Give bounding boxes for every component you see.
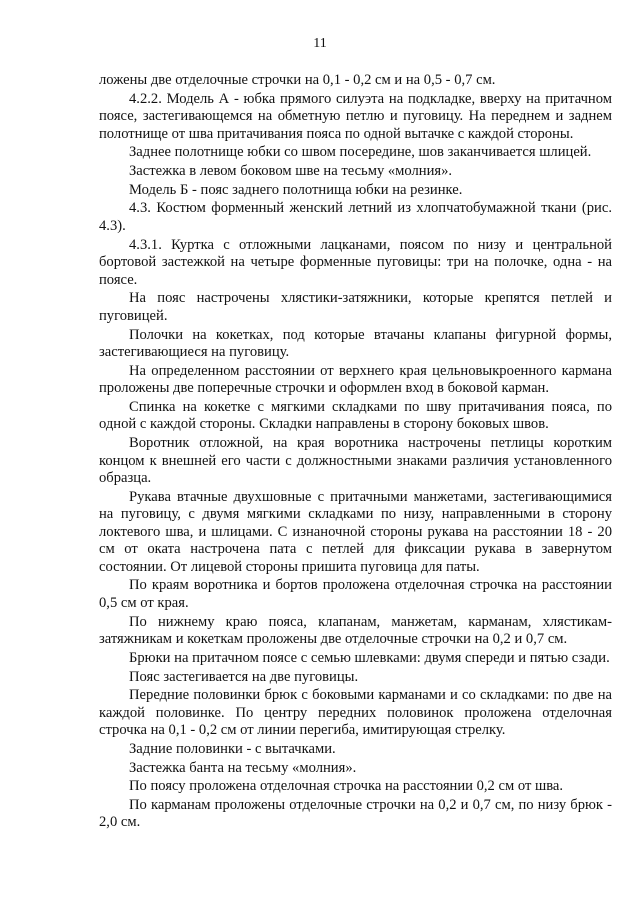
paragraph: Брюки на притачном поясе с семью шлевками: двумя спереди и пятью сзади. bbox=[129, 649, 610, 666]
paragraph: Спинка на кокетке с мягкими складками по шву притачивания пояса, по одной с каждой стороны. Складки направлены в сторону боковых швов. bbox=[99, 398, 612, 433]
paragraph: Пояс застегивается на две пуговицы. bbox=[129, 668, 359, 685]
paragraph: Задние половинки - с вытачками. bbox=[129, 740, 336, 757]
paragraph: На определенном расстоянии от верхнего края цельновыкроенного кармана проложены две поперечные строчки и оформлен вход в боковой карман. bbox=[99, 362, 612, 397]
paragraph: Застежка в левом боковом шве на тесьму «молния». bbox=[129, 163, 453, 180]
paragraph: Воротник отложной, на края воротника настрочены петлицы коротким концом к внешней его части с должностными знаками различия установленного образца. bbox=[99, 435, 612, 487]
section-heading: 4.3. Костюм форменный женский летний из хлопчатобумажной ткани (рис. 4.3). bbox=[99, 200, 612, 234]
paragraph: Рукава втачные двухшовные с притачными манжетами, застегивающимися на пуговицу, с двумя мягкими складками по низу, направленными в сторону локтевого шва, и шлицами. С изнаночной стороны рукава на расстоянии 18 - 20 см от оката настрочена пата с петлей для фиксации рукава в завернутом состоянии. От лицевой стороны пришита пуговица для паты. bbox=[99, 488, 612, 575]
page-number: 11 bbox=[313, 36, 327, 51]
paragraph: По нижнему краю пояса, клапанам, манжетам, карманам, хлястикам-затяжникам и кокеткам проложены две отделочные строчки на 0,2 и 0,7 см. bbox=[99, 613, 612, 648]
document-body bbox=[99, 72, 612, 833]
paragraph: По краям воротника и бортов проложена отделочная строчка на расстоянии 0,5 см от края. bbox=[99, 577, 612, 611]
paragraph: Застежка банта на тесьму «молния». bbox=[129, 759, 357, 776]
paragraph: По карманам проложены отделочные строчки на 0,2 и 0,7 см, по низу брюк - 2,0 см. bbox=[99, 796, 612, 831]
paragraph: По поясу проложена отделочная строчка на расстоянии 0,2 см от шва. bbox=[129, 778, 564, 795]
paragraph: На пояс настрочены хлястики-затяжники, которые крепятся петлей и пуговицей. bbox=[99, 290, 612, 324]
paragraph: Заднее полотнище юбки со швом посередине, шов заканчивается шлицей. bbox=[129, 144, 592, 161]
paragraph: Полочки на кокетках, под которые втачаны клапаны фигурной формы, застегивающиеся на пуговицу. bbox=[99, 326, 612, 360]
paragraph: Передние половинки брюк с боковыми карманами и со складками: по две на каждой половинке. По центру передних половинок проложена отделочная строчка на 0,1 - 0,2 см от линии перегиба, имитирующая стрелку. bbox=[99, 687, 612, 739]
paragraph: ложены две отделочные строчки на 0,1 - 0,2 см и на 0,5 - 0,7 см. bbox=[99, 72, 496, 88]
paragraph: Модель Б - пояс заднего полотнища юбки на резинке. bbox=[129, 181, 463, 198]
paragraph: 4.3.1. Куртка с отложными лацканами, поясом по низу и центральной бортовой застежкой на четыре форменные пуговицы: три на полочке, одна - на поясе. bbox=[99, 236, 612, 288]
paragraph: 4.2.2. Модель А - юбка прямого силуэта на подкладке, вверху на притачном поясе, застегивающемся на обметную петлю и пуговицу. На переднем и заднем полотнище от шва притачивания пояса по одной вытачке с каждой стороны. bbox=[99, 90, 612, 142]
